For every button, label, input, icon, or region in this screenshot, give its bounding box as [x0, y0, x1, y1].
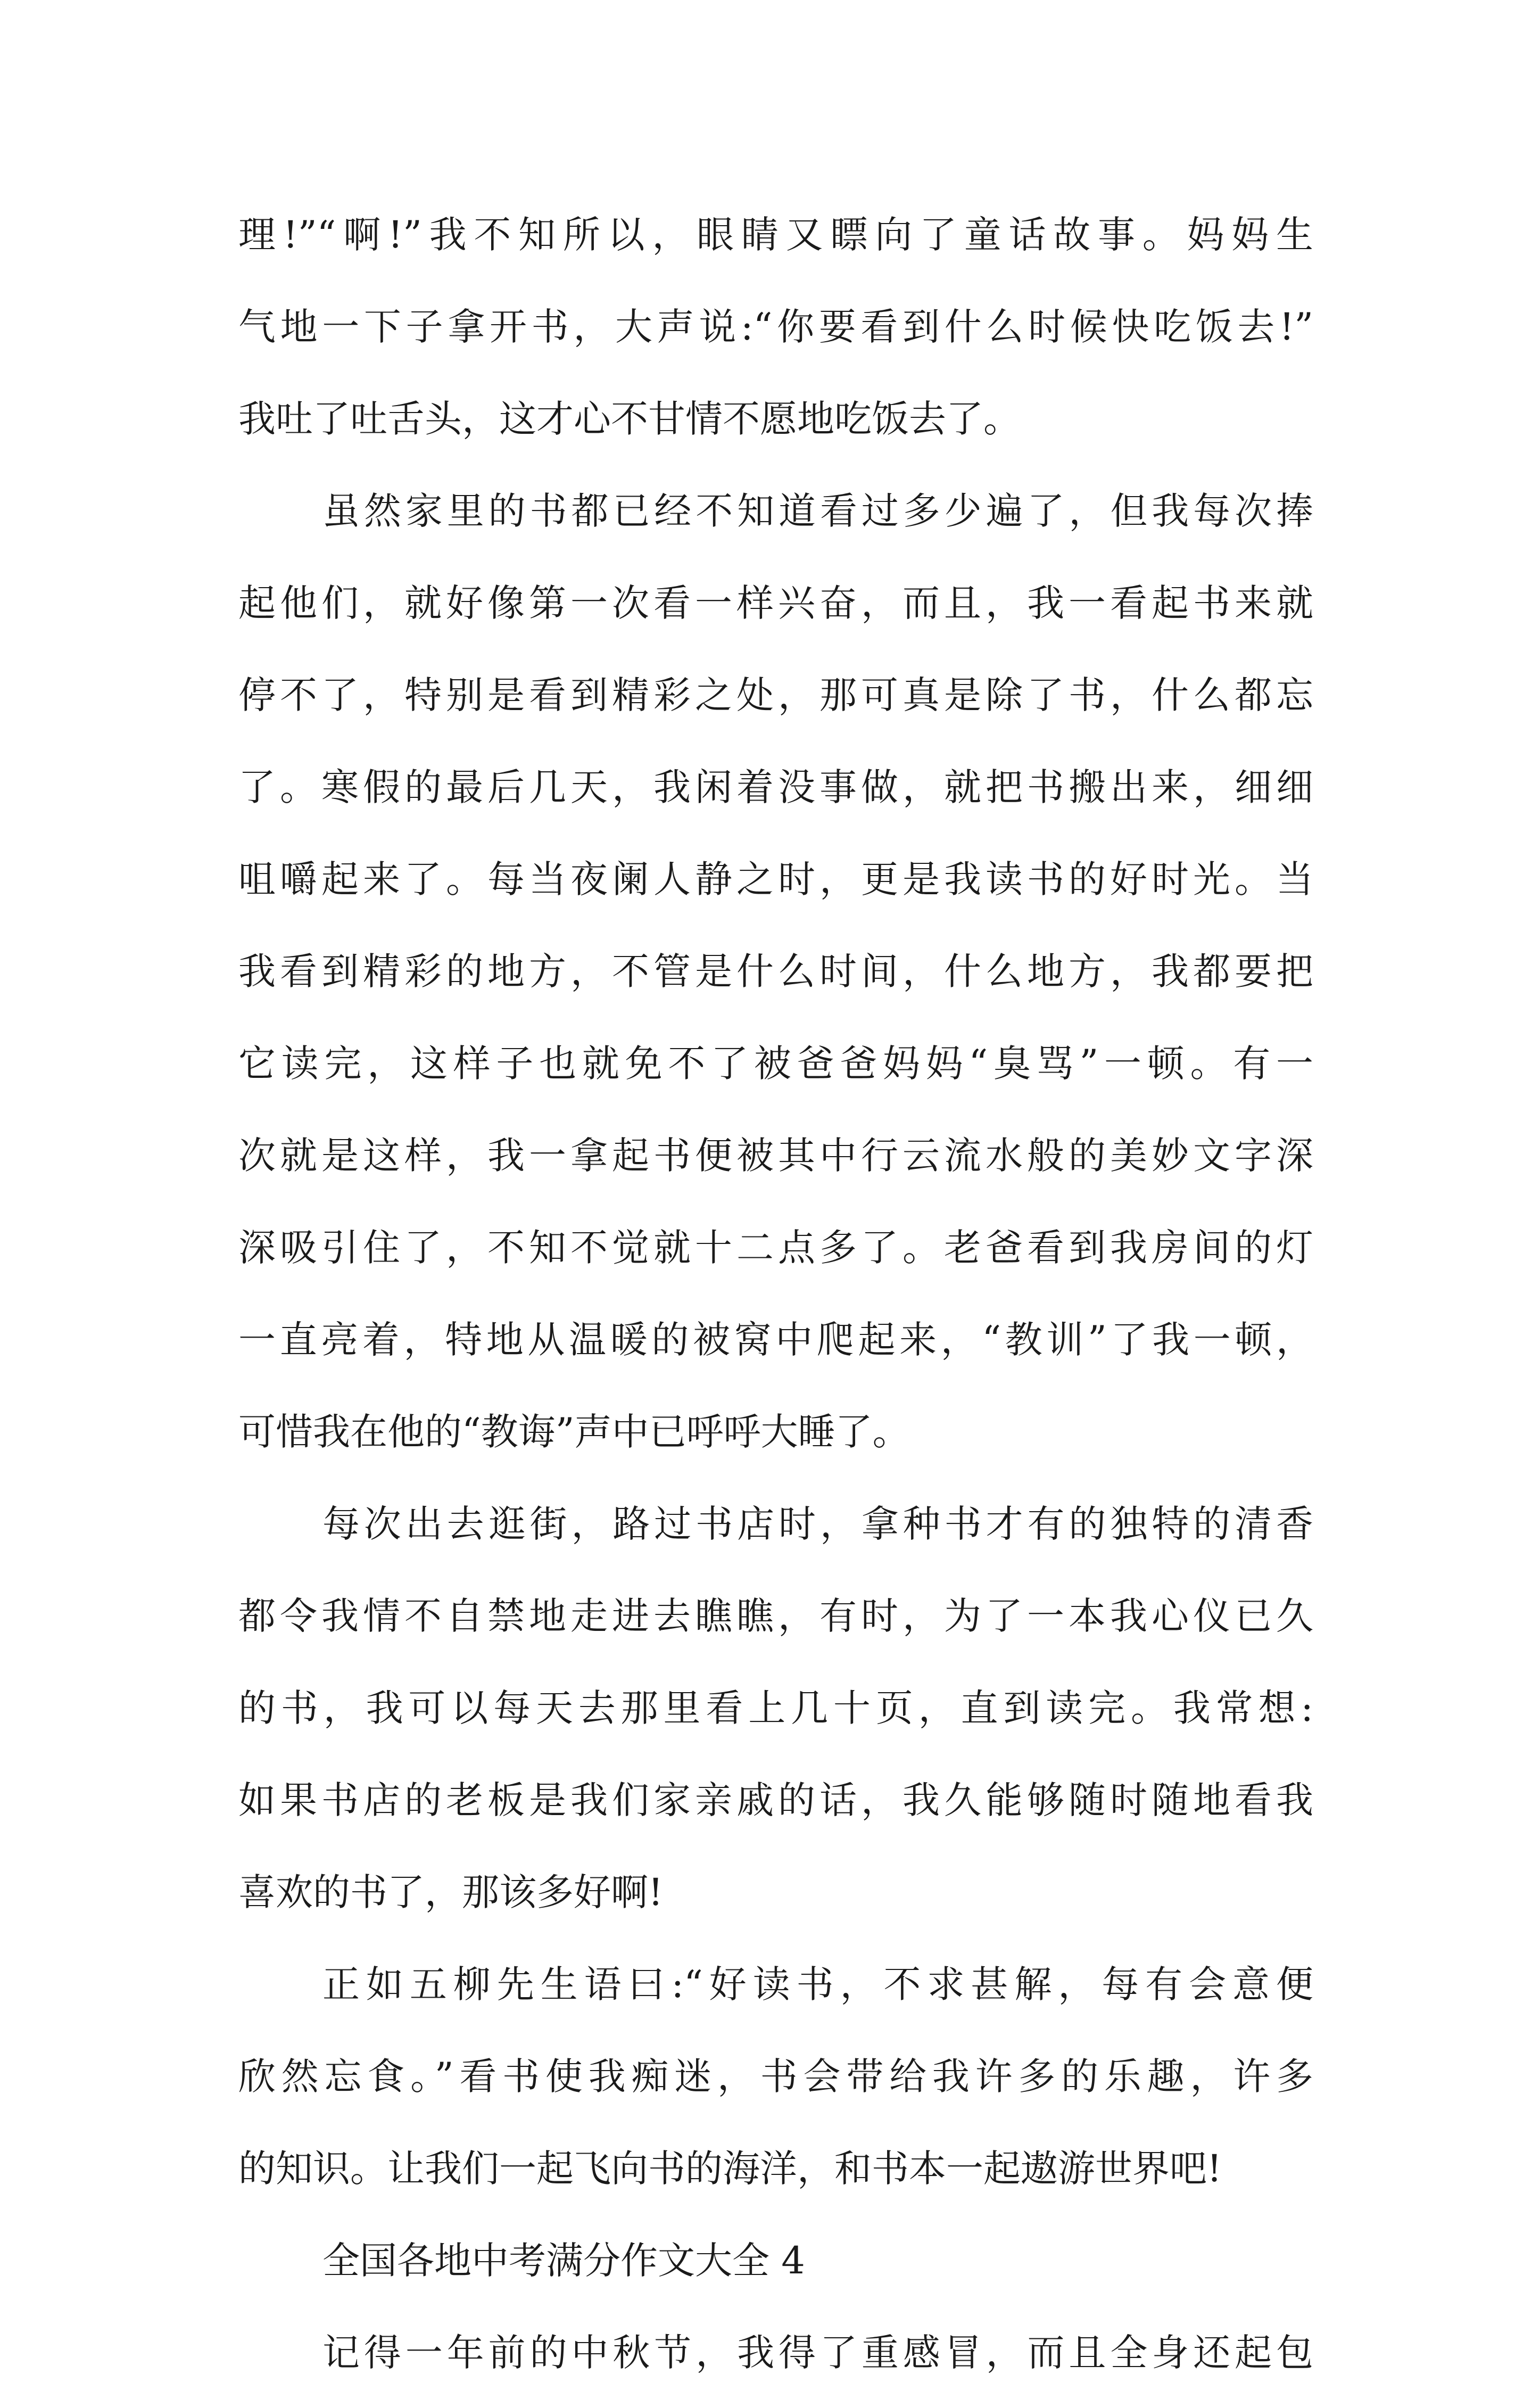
text-line: 一直亮着，特地从温暖的被窝中爬起来，“教训”了我一顿， — [238, 1318, 1313, 1362]
text-line: 深吸引住了，不知不觉就十二点多了。老爸看到我房间的灯 — [238, 1226, 1313, 1269]
paragraph — [238, 1939, 1313, 2215]
paragraph — [238, 2307, 1313, 2399]
text-line: 它读完，这样子也就免不了被爸爸妈妈“臭骂”一顿。有一 — [238, 1042, 1313, 1085]
text-line: 次就是这样，我一拿起书便被其中行云流水般的美妙文字深 — [238, 1134, 1313, 1177]
text-line: 正如五柳先生语曰:“好读书，不求甚解，每有会意便 — [322, 1963, 1313, 2006]
text-line: 停不了，特别是看到精彩之处，那可真是除了书，什么都忘 — [238, 673, 1313, 717]
text-line: 记得一年前的中秋节，我得了重感冒，而且全身还起包 — [322, 2331, 1313, 2375]
text-line: 都令我情不自禁地走进去瞧瞧，有时，为了一本我心仪已久 — [238, 1594, 1313, 1638]
document-body — [238, 189, 1313, 2399]
text-line: 我看到精彩的地方，不管是什么时间，什么地方，我都要把 — [238, 950, 1313, 993]
paragraph — [238, 465, 1313, 1478]
paragraph — [238, 1478, 1313, 1939]
text-line: 的知识。让我们一起飞向书的海洋，和书本一起遨游世界吧! — [238, 2147, 1222, 2190]
text-line: 可惜我在他的“教诲”声中已呼呼大睡了。 — [238, 1410, 910, 1454]
text-line: 喜欢的书了，那该多好啊! — [238, 1870, 664, 1914]
section-heading: 全国各地中考满分作文大全 4 — [322, 2239, 805, 2282]
paragraph — [238, 189, 1313, 465]
text-line: 的书，我可以每天去那里看上几十页，直到读完。我常想: — [238, 1686, 1313, 1730]
text-line: 理!”“啊!”我不知所以，眼睛又瞟向了童话故事。妈妈生 — [238, 213, 1313, 257]
text-line: 我吐了吐舌头，这才心不甘情不愿地吃饭去了。 — [238, 397, 1021, 441]
text-line: 如果书店的老板是我们家亲戚的话，我久能够随时随地看我 — [238, 1778, 1313, 1822]
text-line: 每次出去逛街，路过书店时，拿种书才有的独特的清香 — [322, 1502, 1313, 1546]
text-line: 气地一下子拿开书，大声说:“你要看到什么时候快吃饭去!” — [238, 305, 1313, 349]
text-line: 了。寒假的最后几天，我闲着没事做，就把书搬出来，细细 — [238, 765, 1313, 809]
text-line: 欣然忘食。”看书使我痴迷，书会带给我许多的乐趣，许多 — [238, 2055, 1313, 2098]
text-line: 虽然家里的书都已经不知道看过多少遍了，但我每次捧 — [322, 489, 1313, 533]
text-line: 咀嚼起来了。每当夜阑人静之时，更是我读书的好时光。当 — [238, 858, 1313, 901]
text-line: 起他们，就好像第一次看一样兴奋，而且，我一看起书来就 — [238, 581, 1313, 625]
